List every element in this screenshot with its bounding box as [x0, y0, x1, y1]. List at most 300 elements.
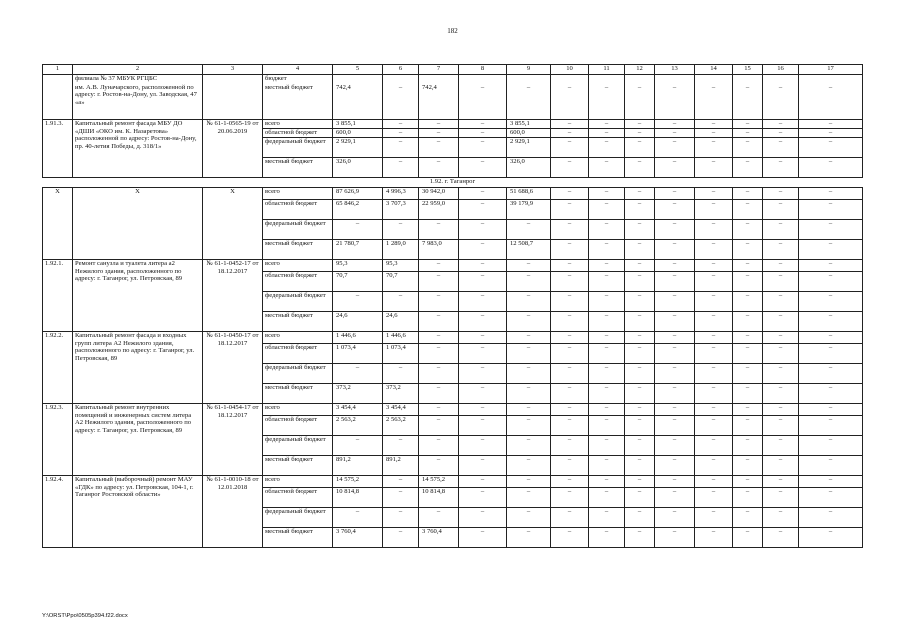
- value-cell: –: [655, 272, 695, 292]
- value-cell: –: [625, 272, 655, 292]
- value-cell: 51 688,6: [507, 188, 551, 200]
- value-cell: –: [695, 220, 733, 240]
- value-cell: –: [763, 220, 799, 240]
- value-cell: 891,2: [383, 456, 419, 476]
- value-cell: –: [551, 129, 589, 138]
- value-cell: –: [763, 344, 799, 364]
- file-path-footer: Y:\ORST\Ppo\0505p394.f22.docx: [42, 613, 128, 619]
- value-cell: –: [799, 292, 863, 312]
- object-description: филиала № 37 МБУК РГЦБС: [73, 75, 203, 84]
- value-cell: –: [459, 220, 507, 240]
- value-cell: 24,6: [333, 312, 383, 332]
- value-cell: –: [589, 260, 625, 272]
- value-cell: –: [419, 332, 459, 344]
- value-cell: 2 563,2: [383, 416, 419, 436]
- value-cell: –: [383, 84, 419, 120]
- value-cell: –: [625, 129, 655, 138]
- value-cell: –: [551, 416, 589, 436]
- value-cell: 1 446,6: [333, 332, 383, 344]
- object-description: X: [73, 188, 203, 260]
- value-cell: 742,4: [333, 84, 383, 120]
- value-cell: –: [507, 488, 551, 508]
- value-cell: 12 508,7: [507, 240, 551, 260]
- value-cell: –: [695, 416, 733, 436]
- value-cell: 14 575,2: [333, 476, 383, 488]
- expertise-conclusion: № 61-1-0565-19 от 20.06.2019: [203, 120, 263, 178]
- value-cell: –: [625, 260, 655, 272]
- value-cell: –: [763, 84, 799, 120]
- value-cell: –: [507, 292, 551, 312]
- value-cell: –: [507, 272, 551, 292]
- expertise-conclusion: № 61-1-0452-17 от 18.12.2017: [203, 260, 263, 332]
- value-cell: [695, 75, 733, 84]
- value-cell: –: [799, 129, 863, 138]
- value-cell: –: [733, 416, 763, 436]
- value-cell: –: [589, 240, 625, 260]
- value-cell: –: [625, 332, 655, 344]
- value-cell: 14 575,2: [419, 476, 459, 488]
- value-cell: –: [625, 158, 655, 178]
- value-cell: –: [763, 488, 799, 508]
- value-cell: –: [763, 292, 799, 312]
- table-row: [43, 84, 863, 120]
- header-col-1: 1: [43, 65, 73, 75]
- header-col-13: 13: [655, 65, 695, 75]
- value-cell: –: [695, 292, 733, 312]
- header-col-5: 5: [333, 65, 383, 75]
- value-cell: –: [763, 158, 799, 178]
- value-cell: –: [733, 272, 763, 292]
- value-cell: –: [419, 120, 459, 129]
- value-cell: –: [459, 120, 507, 129]
- funding-source: федеральный бюджет: [263, 436, 333, 456]
- value-cell: –: [507, 456, 551, 476]
- value-cell: –: [419, 158, 459, 178]
- value-cell: –: [589, 384, 625, 404]
- value-cell: 1 073,4: [383, 344, 419, 364]
- value-cell: –: [383, 158, 419, 178]
- value-cell: –: [763, 272, 799, 292]
- value-cell: –: [695, 436, 733, 456]
- value-cell: –: [507, 508, 551, 528]
- value-cell: –: [459, 508, 507, 528]
- value-cell: 2 563,2: [333, 416, 383, 436]
- value-cell: –: [589, 312, 625, 332]
- value-cell: –: [763, 364, 799, 384]
- value-cell: 1 289,0: [383, 240, 419, 260]
- value-cell: –: [655, 200, 695, 220]
- value-cell: [589, 75, 625, 84]
- value-cell: –: [589, 158, 625, 178]
- funding-source: всего: [263, 332, 333, 344]
- value-cell: –: [551, 488, 589, 508]
- value-cell: –: [695, 84, 733, 120]
- value-cell: –: [551, 260, 589, 272]
- expertise-conclusion: № 61-1-0454-17 от 18.12.2017: [203, 404, 263, 476]
- value-cell: –: [763, 312, 799, 332]
- value-cell: –: [419, 436, 459, 456]
- value-cell: 39 179,9: [507, 200, 551, 220]
- value-cell: –: [763, 384, 799, 404]
- value-cell: –: [419, 508, 459, 528]
- funding-source: бюджет: [263, 75, 333, 84]
- value-cell: –: [625, 456, 655, 476]
- value-cell: –: [655, 416, 695, 436]
- value-cell: –: [799, 404, 863, 416]
- value-cell: –: [799, 84, 863, 120]
- value-cell: –: [625, 200, 655, 220]
- value-cell: –: [733, 84, 763, 120]
- value-cell: –: [589, 292, 625, 312]
- header-col-9: 9: [507, 65, 551, 75]
- value-cell: –: [589, 84, 625, 120]
- value-cell: –: [507, 344, 551, 364]
- value-cell: –: [551, 528, 589, 548]
- value-cell: –: [655, 404, 695, 416]
- funding-source: областной бюджет: [263, 200, 333, 220]
- value-cell: 742,4: [419, 84, 459, 120]
- value-cell: –: [551, 158, 589, 178]
- value-cell: –: [459, 200, 507, 220]
- value-cell: –: [459, 312, 507, 332]
- value-cell: –: [733, 120, 763, 129]
- value-cell: –: [655, 84, 695, 120]
- value-cell: [459, 75, 507, 84]
- value-cell: –: [551, 436, 589, 456]
- value-cell: –: [763, 404, 799, 416]
- table-row: [43, 476, 863, 488]
- value-cell: –: [507, 476, 551, 488]
- value-cell: –: [695, 120, 733, 129]
- funding-source: областной бюджет: [263, 416, 333, 436]
- value-cell: –: [695, 332, 733, 344]
- value-cell: –: [589, 404, 625, 416]
- value-cell: –: [419, 456, 459, 476]
- value-cell: –: [695, 344, 733, 364]
- value-cell: –: [419, 364, 459, 384]
- value-cell: –: [383, 120, 419, 129]
- value-cell: 70,7: [333, 272, 383, 292]
- value-cell: –: [695, 158, 733, 178]
- value-cell: –: [383, 292, 419, 312]
- value-cell: –: [799, 476, 863, 488]
- value-cell: –: [733, 488, 763, 508]
- expertise-conclusion: [203, 75, 263, 84]
- value-cell: [655, 75, 695, 84]
- value-cell: –: [799, 456, 863, 476]
- value-cell: –: [507, 332, 551, 344]
- value-cell: –: [625, 476, 655, 488]
- header-row: [43, 65, 863, 75]
- row-number: 1.91.3.: [43, 120, 73, 178]
- value-cell: –: [799, 416, 863, 436]
- value-cell: –: [589, 138, 625, 158]
- header-col-12: 12: [625, 65, 655, 75]
- value-cell: [551, 75, 589, 84]
- value-cell: –: [383, 364, 419, 384]
- value-cell: –: [383, 129, 419, 138]
- value-cell: –: [799, 220, 863, 240]
- header-col-15: 15: [733, 65, 763, 75]
- value-cell: 3 760,4: [419, 528, 459, 548]
- value-cell: –: [551, 508, 589, 528]
- value-cell: –: [763, 476, 799, 488]
- value-cell: –: [507, 220, 551, 240]
- row-number: 1.92.1.: [43, 260, 73, 332]
- row-number: 1.92.2.: [43, 332, 73, 404]
- funding-source: федеральный бюджет: [263, 138, 333, 158]
- value-cell: –: [763, 138, 799, 158]
- header-col-6: 6: [383, 65, 419, 75]
- value-cell: –: [763, 240, 799, 260]
- value-cell: –: [763, 436, 799, 456]
- value-cell: 70,7: [383, 272, 419, 292]
- value-cell: –: [459, 384, 507, 404]
- section-row: [43, 178, 863, 188]
- value-cell: –: [799, 488, 863, 508]
- value-cell: –: [507, 528, 551, 548]
- value-cell: –: [551, 84, 589, 120]
- value-cell: 7 983,0: [419, 240, 459, 260]
- value-cell: –: [695, 364, 733, 384]
- value-cell: [733, 75, 763, 84]
- value-cell: –: [625, 488, 655, 508]
- value-cell: –: [799, 272, 863, 292]
- header-col-4: 4: [263, 65, 333, 75]
- header-col-14: 14: [695, 65, 733, 75]
- value-cell: 10 814,8: [419, 488, 459, 508]
- value-cell: 600,0: [507, 129, 551, 138]
- value-cell: –: [799, 364, 863, 384]
- value-cell: [507, 75, 551, 84]
- value-cell: –: [507, 312, 551, 332]
- expertise-conclusion: № 61-1-0010-18 от 12.01.2018: [203, 476, 263, 548]
- value-cell: –: [459, 528, 507, 548]
- value-cell: –: [459, 488, 507, 508]
- value-cell: –: [655, 129, 695, 138]
- value-cell: –: [333, 508, 383, 528]
- budget-table-container: [42, 64, 862, 548]
- value-cell: –: [655, 456, 695, 476]
- value-cell: –: [589, 200, 625, 220]
- value-cell: –: [419, 384, 459, 404]
- funding-source: областной бюджет: [263, 272, 333, 292]
- value-cell: –: [551, 404, 589, 416]
- value-cell: –: [551, 344, 589, 364]
- value-cell: –: [419, 260, 459, 272]
- value-cell: –: [383, 528, 419, 548]
- value-cell: –: [589, 120, 625, 129]
- value-cell: –: [655, 120, 695, 129]
- value-cell: 326,0: [333, 158, 383, 178]
- value-cell: 373,2: [333, 384, 383, 404]
- value-cell: –: [625, 220, 655, 240]
- value-cell: –: [459, 84, 507, 120]
- funding-source: областной бюджет: [263, 488, 333, 508]
- value-cell: –: [695, 528, 733, 548]
- row-number: 1.92.4.: [43, 476, 73, 548]
- value-cell: –: [419, 272, 459, 292]
- value-cell: –: [551, 138, 589, 158]
- value-cell: –: [589, 476, 625, 488]
- value-cell: –: [551, 220, 589, 240]
- value-cell: –: [655, 476, 695, 488]
- value-cell: –: [589, 272, 625, 292]
- expertise-conclusion: [203, 84, 263, 120]
- table-row: [43, 332, 863, 344]
- funding-source: местный бюджет: [263, 312, 333, 332]
- value-cell: –: [799, 384, 863, 404]
- value-cell: 326,0: [507, 158, 551, 178]
- value-cell: –: [799, 200, 863, 220]
- value-cell: –: [459, 436, 507, 456]
- value-cell: –: [733, 158, 763, 178]
- value-cell: –: [459, 158, 507, 178]
- value-cell: –: [799, 188, 863, 200]
- funding-source: местный бюджет: [263, 84, 333, 120]
- value-cell: –: [589, 416, 625, 436]
- value-cell: 4 996,3: [383, 188, 419, 200]
- funding-source: местный бюджет: [263, 384, 333, 404]
- value-cell: –: [655, 220, 695, 240]
- value-cell: –: [733, 188, 763, 200]
- value-cell: –: [625, 292, 655, 312]
- value-cell: –: [763, 188, 799, 200]
- value-cell: –: [799, 158, 863, 178]
- value-cell: –: [507, 364, 551, 384]
- value-cell: –: [551, 272, 589, 292]
- value-cell: 3 760,4: [333, 528, 383, 548]
- value-cell: –: [799, 240, 863, 260]
- value-cell: 1 073,4: [333, 344, 383, 364]
- value-cell: –: [695, 488, 733, 508]
- value-cell: –: [733, 240, 763, 260]
- value-cell: –: [459, 344, 507, 364]
- value-cell: –: [733, 528, 763, 548]
- value-cell: –: [459, 138, 507, 158]
- header-col-3: 3: [203, 65, 263, 75]
- value-cell: –: [695, 312, 733, 332]
- value-cell: –: [695, 129, 733, 138]
- object-description: Капитальный ремонт фасада МБУ ДО «ДШИ «ОКО им. К. Назаретова» расположенной по адресу: Ростов-на-Дону, пр. 40-летия Победы, д. 318/1»: [73, 120, 203, 178]
- value-cell: –: [655, 260, 695, 272]
- value-cell: –: [419, 129, 459, 138]
- value-cell: –: [695, 404, 733, 416]
- value-cell: –: [763, 456, 799, 476]
- value-cell: –: [419, 312, 459, 332]
- section-title: 1.92. г. Таганрог: [43, 178, 863, 188]
- value-cell: –: [733, 436, 763, 456]
- value-cell: –: [655, 312, 695, 332]
- value-cell: 95,3: [383, 260, 419, 272]
- value-cell: –: [695, 200, 733, 220]
- value-cell: –: [655, 364, 695, 384]
- value-cell: –: [625, 404, 655, 416]
- value-cell: –: [507, 260, 551, 272]
- value-cell: –: [655, 332, 695, 344]
- row-number: [43, 75, 73, 84]
- value-cell: 3 855,1: [507, 120, 551, 129]
- object-description: Капитальный ремонт внутренних помещений и инженерных систем литера А2 Нежилого здания, расположенного по адресу: г. Таганрог, ул. Петровская, 89: [73, 404, 203, 476]
- value-cell: –: [459, 292, 507, 312]
- value-cell: –: [695, 240, 733, 260]
- value-cell: –: [507, 84, 551, 120]
- value-cell: –: [733, 312, 763, 332]
- funding-source: местный бюджет: [263, 158, 333, 178]
- value-cell: –: [733, 200, 763, 220]
- value-cell: –: [625, 416, 655, 436]
- value-cell: 373,2: [383, 384, 419, 404]
- value-cell: –: [507, 416, 551, 436]
- value-cell: –: [655, 344, 695, 364]
- value-cell: –: [589, 344, 625, 364]
- value-cell: –: [333, 436, 383, 456]
- value-cell: –: [383, 436, 419, 456]
- table-row: [43, 404, 863, 416]
- value-cell: –: [625, 312, 655, 332]
- expertise-conclusion: № 61-1-0450-17 от 18.12.2017: [203, 332, 263, 404]
- value-cell: –: [383, 476, 419, 488]
- value-cell: –: [733, 332, 763, 344]
- value-cell: –: [551, 364, 589, 384]
- value-cell: –: [459, 272, 507, 292]
- value-cell: –: [589, 188, 625, 200]
- value-cell: –: [589, 528, 625, 548]
- header-col-2: 2: [73, 65, 203, 75]
- value-cell: –: [333, 292, 383, 312]
- value-cell: –: [459, 476, 507, 488]
- value-cell: –: [459, 188, 507, 200]
- value-cell: [625, 75, 655, 84]
- table-row: [43, 188, 863, 200]
- value-cell: –: [589, 436, 625, 456]
- value-cell: –: [551, 332, 589, 344]
- value-cell: 1 446,6: [383, 332, 419, 344]
- value-cell: –: [625, 344, 655, 364]
- value-cell: –: [625, 364, 655, 384]
- value-cell: –: [625, 188, 655, 200]
- value-cell: –: [419, 292, 459, 312]
- value-cell: –: [763, 129, 799, 138]
- value-cell: –: [507, 436, 551, 456]
- value-cell: –: [459, 416, 507, 436]
- value-cell: –: [333, 220, 383, 240]
- value-cell: –: [551, 384, 589, 404]
- value-cell: 3 454,4: [383, 404, 419, 416]
- value-cell: –: [589, 508, 625, 528]
- value-cell: 22 959,0: [419, 200, 459, 220]
- funding-source: всего: [263, 188, 333, 200]
- value-cell: –: [459, 129, 507, 138]
- value-cell: –: [799, 120, 863, 129]
- value-cell: –: [655, 508, 695, 528]
- value-cell: –: [625, 240, 655, 260]
- funding-source: федеральный бюджет: [263, 364, 333, 384]
- value-cell: –: [589, 488, 625, 508]
- value-cell: –: [419, 344, 459, 364]
- value-cell: –: [695, 260, 733, 272]
- value-cell: –: [733, 404, 763, 416]
- value-cell: [419, 75, 459, 84]
- value-cell: –: [733, 456, 763, 476]
- value-cell: 2 929,1: [333, 138, 383, 158]
- row-number: X: [43, 188, 73, 260]
- value-cell: –: [419, 138, 459, 158]
- value-cell: 24,6: [383, 312, 419, 332]
- value-cell: –: [733, 508, 763, 528]
- value-cell: 891,2: [333, 456, 383, 476]
- value-cell: –: [799, 528, 863, 548]
